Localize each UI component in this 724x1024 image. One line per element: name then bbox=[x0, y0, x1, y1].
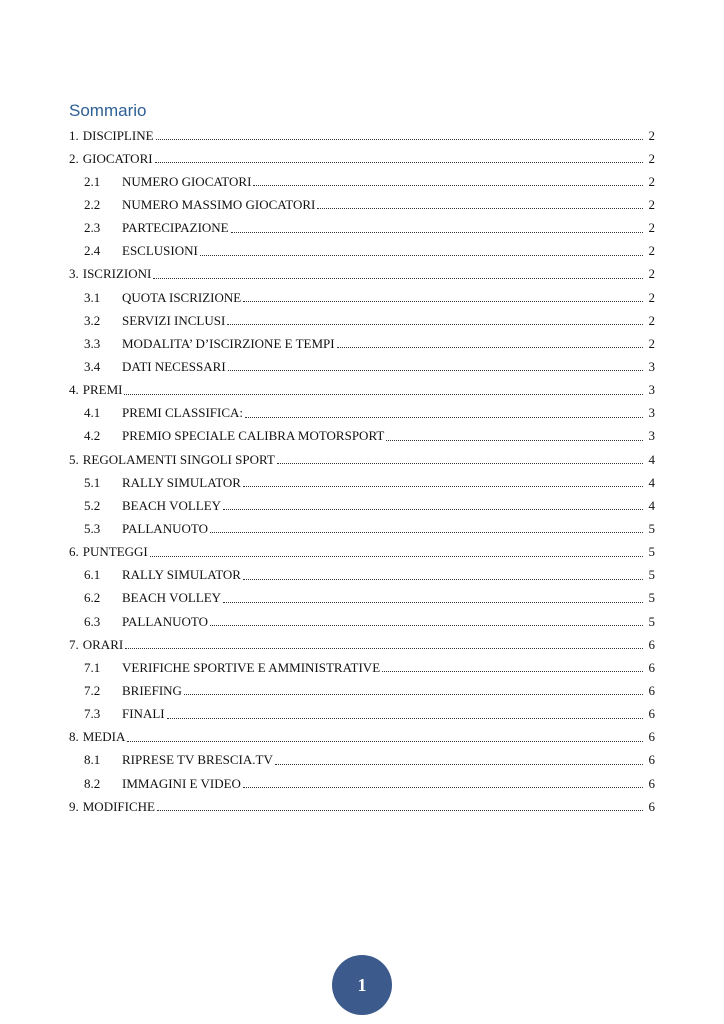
toc-entry-page: 5 bbox=[648, 544, 655, 560]
page-title: Sommario bbox=[69, 101, 147, 120]
toc-entry-label: RALLY SIMULATOR bbox=[122, 474, 241, 490]
toc-entry-number: 5.1 bbox=[84, 474, 101, 490]
toc-entry-page: 6 bbox=[648, 798, 655, 814]
toc-entry[interactable] bbox=[69, 124, 655, 147]
toc-entry[interactable] bbox=[69, 494, 655, 517]
toc-dot-leader bbox=[243, 578, 643, 580]
toc-entry-number: 7.3 bbox=[84, 706, 101, 722]
toc-dot-leader bbox=[243, 485, 643, 487]
toc-entry-number: 2.2 bbox=[84, 196, 101, 212]
toc-entry[interactable] bbox=[69, 263, 655, 286]
toc-entry-number: 8.1 bbox=[84, 752, 101, 768]
toc-dot-leader bbox=[210, 531, 643, 533]
toc-entry[interactable] bbox=[69, 379, 655, 402]
toc-entry-label: QUOTA ISCRIZIONE bbox=[122, 289, 242, 305]
toc-entry-label: DATI NECESSARI bbox=[122, 358, 226, 374]
toc-entry-label: RALLY SIMULATOR bbox=[122, 567, 241, 583]
toc-dot-leader bbox=[210, 624, 643, 626]
toc-entry-label: PARTECIPAZIONE bbox=[122, 220, 229, 236]
toc-entry-label: PALLANUOTO bbox=[122, 613, 208, 629]
toc-dot-leader bbox=[253, 184, 643, 186]
toc-entry-label: NUMERO MASSIMO GIOCATORI bbox=[122, 196, 316, 212]
toc-dot-leader bbox=[227, 323, 643, 325]
toc-entry-number: 7. bbox=[69, 636, 79, 652]
toc-entry[interactable] bbox=[69, 355, 655, 378]
toc-entry-page: 5 bbox=[648, 590, 655, 606]
toc-entry[interactable] bbox=[69, 217, 655, 240]
toc-entry[interactable] bbox=[69, 471, 655, 494]
toc-entry[interactable] bbox=[69, 240, 655, 263]
toc-entry-number: 8. bbox=[69, 729, 79, 745]
toc-entry[interactable] bbox=[69, 679, 655, 702]
toc-entry[interactable] bbox=[69, 772, 655, 795]
page-number-badge bbox=[332, 955, 392, 1015]
page-number: 1 bbox=[357, 974, 367, 995]
toc-dot-leader bbox=[243, 786, 643, 788]
toc-entry[interactable] bbox=[69, 703, 655, 726]
toc-entry-label: DISCIPLINE bbox=[82, 127, 154, 143]
toc-entry[interactable] bbox=[69, 749, 655, 772]
toc-entry-number: 2. bbox=[69, 150, 79, 166]
toc-entry-label: MODIFICHE bbox=[82, 798, 155, 814]
toc-entry-number: 2.1 bbox=[84, 173, 101, 189]
toc-entry-page: 6 bbox=[648, 682, 655, 698]
toc-entry-label: REGOLAMENTI SINGOLI SPORT bbox=[82, 451, 275, 467]
table-of-contents bbox=[69, 124, 655, 818]
toc-entry-page: 5 bbox=[648, 567, 655, 583]
toc-entry-page: 3 bbox=[648, 428, 655, 444]
toc-entry-number: 5. bbox=[69, 451, 79, 467]
toc-entry-label: PREMIO SPECIALE CALIBRA MOTORSPORT bbox=[122, 428, 385, 444]
toc-entry-label: PUNTEGGI bbox=[82, 544, 148, 560]
toc-entry-page: 2 bbox=[648, 127, 655, 143]
toc-entry-number: 6.3 bbox=[84, 613, 101, 629]
toc-entry-number: 1. bbox=[69, 127, 79, 143]
toc-entry-label: IMMAGINI E VIDEO bbox=[122, 775, 241, 791]
toc-entry-page: 2 bbox=[648, 335, 655, 351]
toc-entry-page: 6 bbox=[648, 706, 655, 722]
toc-entry-label: MODALITA’ D’ISCIRZIONE E TEMPI bbox=[122, 335, 335, 351]
toc-entry-label: MEDIA bbox=[82, 729, 126, 745]
toc-entry-page: 4 bbox=[648, 497, 655, 513]
toc-entry-label: VERIFICHE SPORTIVE E AMMINISTRATIVE bbox=[122, 659, 381, 675]
toc-entry-number: 6. bbox=[69, 544, 79, 560]
toc-dot-leader bbox=[223, 601, 643, 603]
toc-entry-number: 6.2 bbox=[84, 590, 101, 606]
toc-entry-number: 4.2 bbox=[84, 428, 101, 444]
toc-entry-number: 7.2 bbox=[84, 682, 101, 698]
toc-entry-page: 6 bbox=[648, 752, 655, 768]
toc-dot-leader bbox=[200, 254, 643, 256]
toc-dot-leader bbox=[125, 647, 643, 649]
toc-entry-label: ORARI bbox=[82, 636, 124, 652]
toc-entry-page: 6 bbox=[648, 775, 655, 791]
toc-entry[interactable] bbox=[69, 541, 655, 564]
toc-entry[interactable] bbox=[69, 170, 655, 193]
toc-entry[interactable] bbox=[69, 332, 655, 355]
toc-dot-leader bbox=[275, 763, 643, 765]
toc-entry-label: PALLANUOTO bbox=[122, 520, 208, 536]
toc-entry-number: 6.1 bbox=[84, 567, 101, 583]
toc-entry[interactable] bbox=[69, 633, 655, 656]
toc-dot-leader bbox=[228, 369, 643, 371]
toc-entry-number: 3.3 bbox=[84, 335, 101, 351]
toc-entry-page: 2 bbox=[648, 196, 655, 212]
toc-entry-number: 2.4 bbox=[84, 243, 101, 259]
toc-entry-number: 3.4 bbox=[84, 358, 101, 374]
toc-entry-page: 3 bbox=[648, 405, 655, 421]
toc-entry[interactable] bbox=[69, 425, 655, 448]
toc-entry-page: 2 bbox=[648, 220, 655, 236]
toc-dot-leader bbox=[231, 231, 643, 233]
toc-entry-label: ISCRIZIONI bbox=[82, 266, 152, 282]
toc-dot-leader bbox=[386, 439, 643, 441]
toc-entry-label: PREMI bbox=[82, 382, 123, 398]
toc-entry-page: 2 bbox=[648, 266, 655, 282]
toc-entry[interactable] bbox=[69, 656, 655, 679]
toc-entry-label: SERVIZI INCLUSI bbox=[122, 312, 226, 328]
toc-entry[interactable] bbox=[69, 795, 655, 818]
toc-entry[interactable] bbox=[69, 309, 655, 332]
toc-entry[interactable] bbox=[69, 517, 655, 540]
toc-entry-label: BEACH VOLLEY bbox=[122, 590, 222, 606]
toc-entry[interactable] bbox=[69, 564, 655, 587]
toc-entry-label: BEACH VOLLEY bbox=[122, 497, 222, 513]
toc-entry-number: 3. bbox=[69, 266, 79, 282]
toc-entry-label: GIOCATORI bbox=[82, 150, 153, 166]
toc-dot-leader bbox=[153, 277, 643, 279]
toc-dot-leader bbox=[382, 670, 643, 672]
toc-dot-leader bbox=[337, 346, 643, 348]
toc-entry[interactable] bbox=[69, 726, 655, 749]
toc-entry-page: 4 bbox=[648, 474, 655, 490]
toc-entry[interactable] bbox=[69, 147, 655, 170]
toc-entry-page: 6 bbox=[648, 729, 655, 745]
toc-entry-number: 3.2 bbox=[84, 312, 101, 328]
toc-entry-label: RIPRESE TV BRESCIA.TV bbox=[122, 752, 273, 768]
toc-dot-leader bbox=[243, 300, 643, 302]
toc-entry-label: PREMI CLASSIFICA: bbox=[122, 405, 243, 421]
toc-dot-leader bbox=[184, 693, 643, 695]
toc-dot-leader bbox=[245, 416, 643, 418]
toc-entry[interactable] bbox=[69, 286, 655, 309]
toc-entry-number: 3.1 bbox=[84, 289, 101, 305]
toc-entry-page: 3 bbox=[648, 382, 655, 398]
toc-dot-leader bbox=[150, 555, 643, 557]
toc-entry-page: 3 bbox=[648, 358, 655, 374]
toc-entry-number: 4. bbox=[69, 382, 79, 398]
toc-entry-number: 2.3 bbox=[84, 220, 101, 236]
toc-entry[interactable] bbox=[69, 448, 655, 471]
toc-entry-page: 5 bbox=[648, 520, 655, 536]
toc-dot-leader bbox=[157, 809, 643, 811]
toc-entry-page: 2 bbox=[648, 243, 655, 259]
toc-entry[interactable] bbox=[69, 402, 655, 425]
toc-entry-page: 2 bbox=[648, 150, 655, 166]
toc-entry-label: ESCLUSIONI bbox=[122, 243, 198, 259]
toc-entry-page: 2 bbox=[648, 312, 655, 328]
toc-dot-leader bbox=[127, 740, 643, 742]
toc-entry[interactable] bbox=[69, 610, 655, 633]
toc-entry-label: FINALI bbox=[122, 706, 165, 722]
toc-entry-number: 4.1 bbox=[84, 405, 101, 421]
toc-dot-leader bbox=[317, 207, 643, 209]
toc-entry-page: 2 bbox=[648, 173, 655, 189]
toc-entry-label: NUMERO GIOCATORI bbox=[122, 173, 252, 189]
toc-entry-number: 5.3 bbox=[84, 520, 101, 536]
toc-entry-page: 6 bbox=[648, 636, 655, 652]
toc-entry-number: 9. bbox=[69, 798, 79, 814]
toc-entry-page: 2 bbox=[648, 289, 655, 305]
toc-entry-page: 4 bbox=[648, 451, 655, 467]
toc-dot-leader bbox=[167, 717, 643, 719]
toc-dot-leader bbox=[155, 161, 643, 163]
toc-entry[interactable] bbox=[69, 587, 655, 610]
toc-entry-page: 6 bbox=[648, 659, 655, 675]
toc-entry-number: 8.2 bbox=[84, 775, 101, 791]
toc-entry[interactable] bbox=[69, 193, 655, 216]
toc-dot-leader bbox=[124, 393, 643, 395]
toc-entry-number: 5.2 bbox=[84, 497, 101, 513]
toc-dot-leader bbox=[277, 462, 643, 464]
toc-entry-page: 5 bbox=[648, 613, 655, 629]
toc-entry-number: 7.1 bbox=[84, 659, 101, 675]
toc-dot-leader bbox=[156, 138, 643, 140]
toc-dot-leader bbox=[223, 508, 643, 510]
toc-entry-label: BRIEFING bbox=[122, 682, 182, 698]
